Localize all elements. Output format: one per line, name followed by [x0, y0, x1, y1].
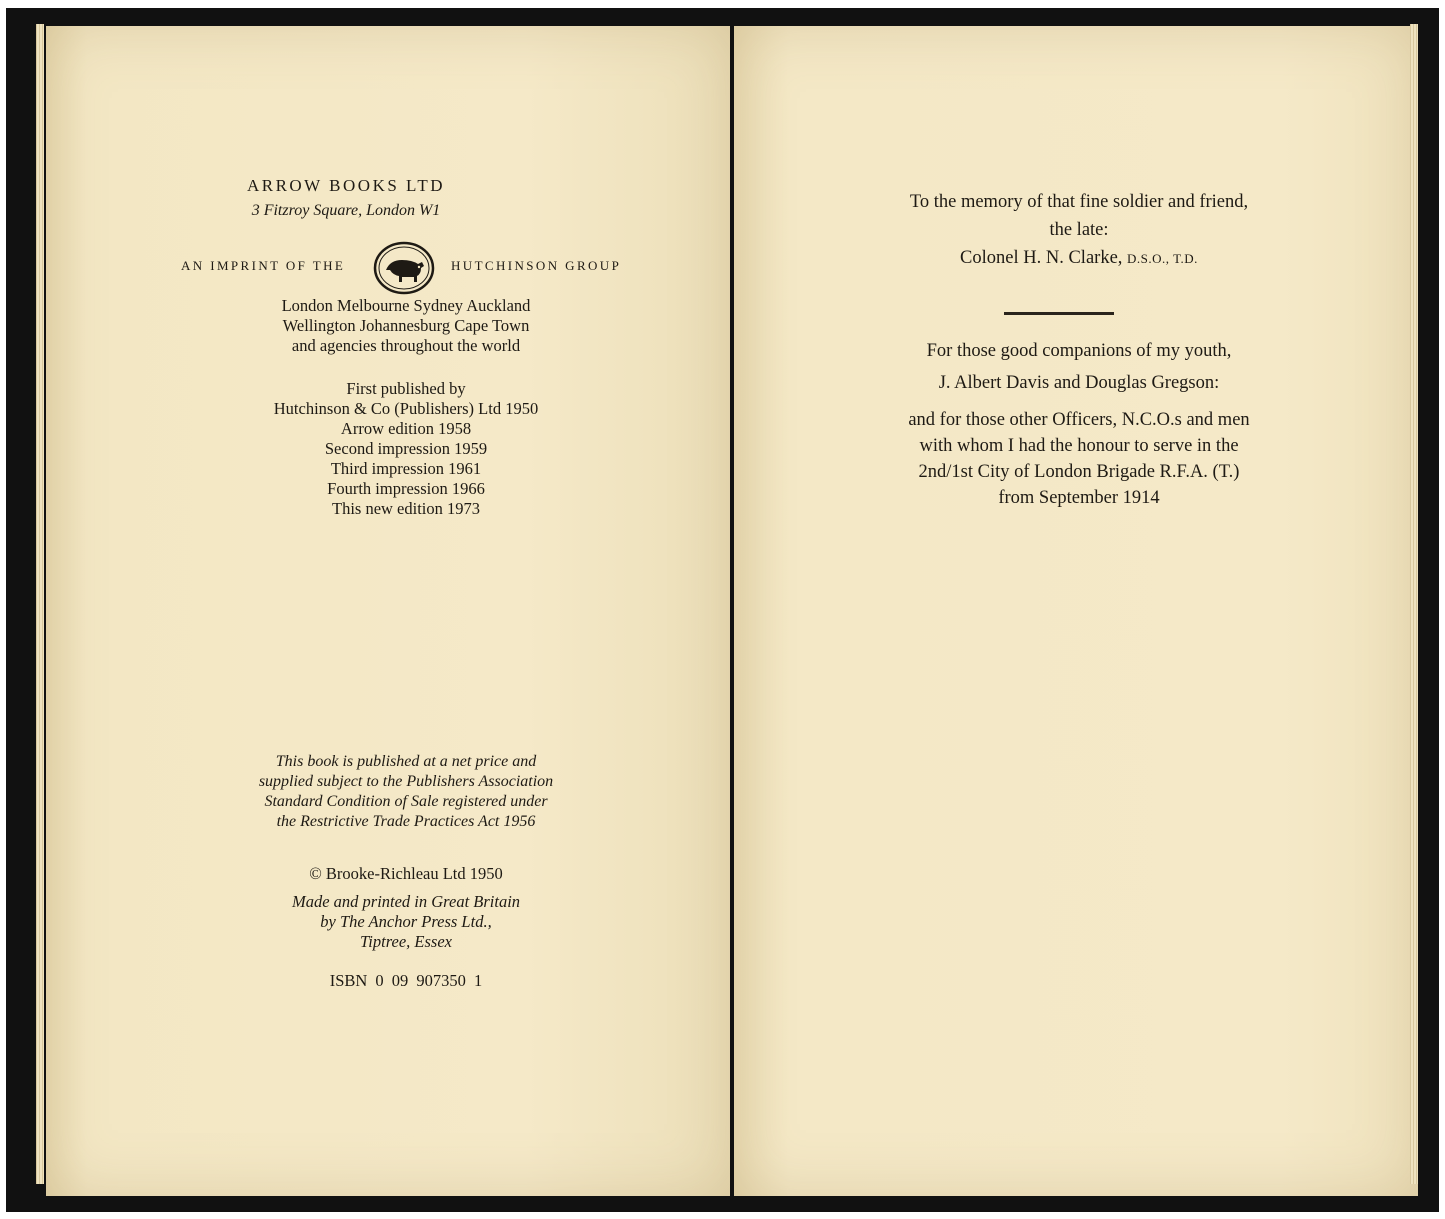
cities-line: and agencies throughout the world	[291, 336, 521, 355]
page-edge-left	[36, 24, 44, 1184]
cities-line: London Melbourne Sydney Auckland	[281, 296, 531, 315]
history-line: First published by	[346, 379, 466, 398]
publication-history	[106, 379, 706, 519]
divider-rule	[1004, 312, 1114, 315]
notice-line: the Restrictive Trade Practices Act 1956	[276, 813, 536, 830]
imprint-group: HUTCHINSON GROUP	[451, 258, 622, 273]
dedication-line: with whom I had the honour to serve in the	[919, 436, 1239, 456]
publisher-name: ARROW BOOKS LTD	[246, 176, 446, 195]
dedication-line: J. Albert Davis and Douglas Gregson:	[938, 373, 1220, 393]
notice-line: This book is published at a net price and	[275, 753, 537, 770]
left-page	[46, 26, 730, 1196]
history-line: Third impression 1961	[330, 459, 482, 478]
dedication-name: Colonel H. N. Clarke,	[960, 248, 1123, 268]
notice-line: Standard Condition of Sale registered under	[264, 793, 548, 810]
history-line: Hutchinson & Co (Publishers) Ltd 1950	[273, 399, 539, 418]
printer-line: Made and printed in Great Britain	[291, 892, 521, 911]
sale-notice	[106, 752, 706, 832]
history-line: Fourth impression 1966	[327, 479, 485, 498]
history-line: This new edition 1973	[331, 499, 481, 518]
dedication-name-line	[754, 244, 1404, 273]
right-page	[734, 26, 1418, 1196]
history-line: Arrow edition 1958	[340, 419, 472, 438]
dedication-companions	[754, 338, 1404, 396]
copyright-line: © Brooke-Richleau Ltd 1950	[309, 864, 503, 883]
cities-line: Wellington Johannesburg Cape Town	[282, 316, 530, 335]
printer-line: Tiptree, Essex	[360, 932, 452, 951]
dedication-line: To the memory of that fine soldier and friend,	[909, 192, 1249, 212]
isbn: ISBN 0 09 907350 1	[329, 971, 483, 990]
agency-cities	[106, 296, 706, 356]
history-line: Second impression 1959	[324, 439, 488, 458]
imprint-label: AN IMPRINT OF THE	[181, 258, 346, 273]
printer-line: by The Anchor Press Ltd.,	[320, 912, 492, 931]
dedication-line: the late:	[1049, 220, 1109, 240]
dedication-line: from September 1914	[998, 488, 1160, 508]
dedication-officers	[754, 407, 1404, 511]
dedication-memorial	[754, 188, 1404, 273]
hutchinson-bull-logo-icon	[372, 240, 436, 296]
dedication-line: and for those other Officers, N.C.O.s and men	[908, 410, 1250, 430]
page-edge-right	[1410, 24, 1418, 1184]
book-spread	[6, 8, 1439, 1212]
dedication-honours: D.S.O., T.D.	[1127, 251, 1198, 266]
imprint-row	[46, 240, 730, 296]
publisher-address: 3 Fitzroy Square, London W1	[251, 202, 441, 219]
dedication-line: For those good companions of my youth,	[926, 341, 1232, 361]
printer-info	[106, 892, 706, 952]
dedication-line: 2nd/1st City of London Brigade R.F.A. (T.)	[918, 462, 1240, 482]
notice-line: supplied subject to the Publishers Association	[258, 773, 554, 790]
